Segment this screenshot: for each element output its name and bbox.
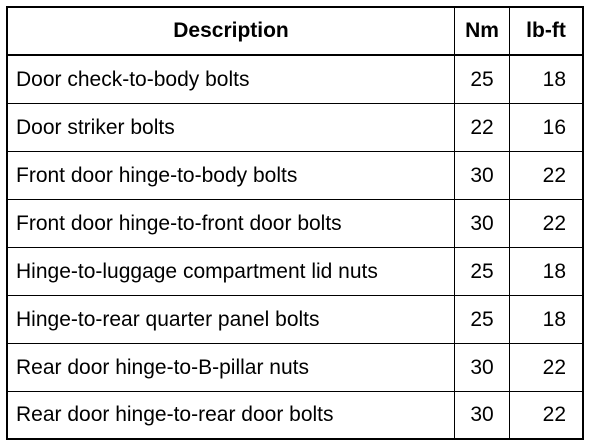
lb-ft-cell: 22 xyxy=(510,392,584,440)
lb-ft-cell: 18 xyxy=(510,248,584,296)
description-cell: Door striker bolts xyxy=(7,104,455,152)
lb-ft-cell: 18 xyxy=(510,55,584,104)
lb-ft-cell: 22 xyxy=(510,200,584,248)
lb-ft-cell: 16 xyxy=(510,104,584,152)
header-lb-ft: lb-ft xyxy=(510,7,584,55)
table-row xyxy=(7,152,583,200)
description-cell: Front door hinge-to-body bolts xyxy=(7,152,455,200)
nm-cell: 25 xyxy=(455,296,510,344)
description-cell: Door check-to-body bolts xyxy=(7,55,455,104)
table-row xyxy=(7,55,583,104)
description-cell: Front door hinge-to-front door bolts xyxy=(7,200,455,248)
lb-ft-cell: 22 xyxy=(510,344,584,392)
nm-cell: 22 xyxy=(455,104,510,152)
table-row xyxy=(7,248,583,296)
lb-ft-cell: 18 xyxy=(510,296,584,344)
torque-specification-table xyxy=(6,6,584,440)
nm-cell: 30 xyxy=(455,344,510,392)
description-cell: Hinge-to-luggage compartment lid nuts xyxy=(7,248,455,296)
nm-cell: 25 xyxy=(455,55,510,104)
table-row xyxy=(7,392,583,440)
header-description: Description xyxy=(7,7,455,55)
description-cell: Hinge-to-rear quarter panel bolts xyxy=(7,296,455,344)
table-row xyxy=(7,344,583,392)
nm-cell: 30 xyxy=(455,200,510,248)
description-cell: Rear door hinge-to-B-pillar nuts xyxy=(7,344,455,392)
header-row xyxy=(7,7,583,55)
table-row xyxy=(7,296,583,344)
nm-cell: 30 xyxy=(455,392,510,440)
table-row xyxy=(7,104,583,152)
header-nm: Nm xyxy=(455,7,510,55)
lb-ft-cell: 22 xyxy=(510,152,584,200)
table-row xyxy=(7,200,583,248)
nm-cell: 25 xyxy=(455,248,510,296)
description-cell: Rear door hinge-to-rear door bolts xyxy=(7,392,455,440)
nm-cell: 30 xyxy=(455,152,510,200)
